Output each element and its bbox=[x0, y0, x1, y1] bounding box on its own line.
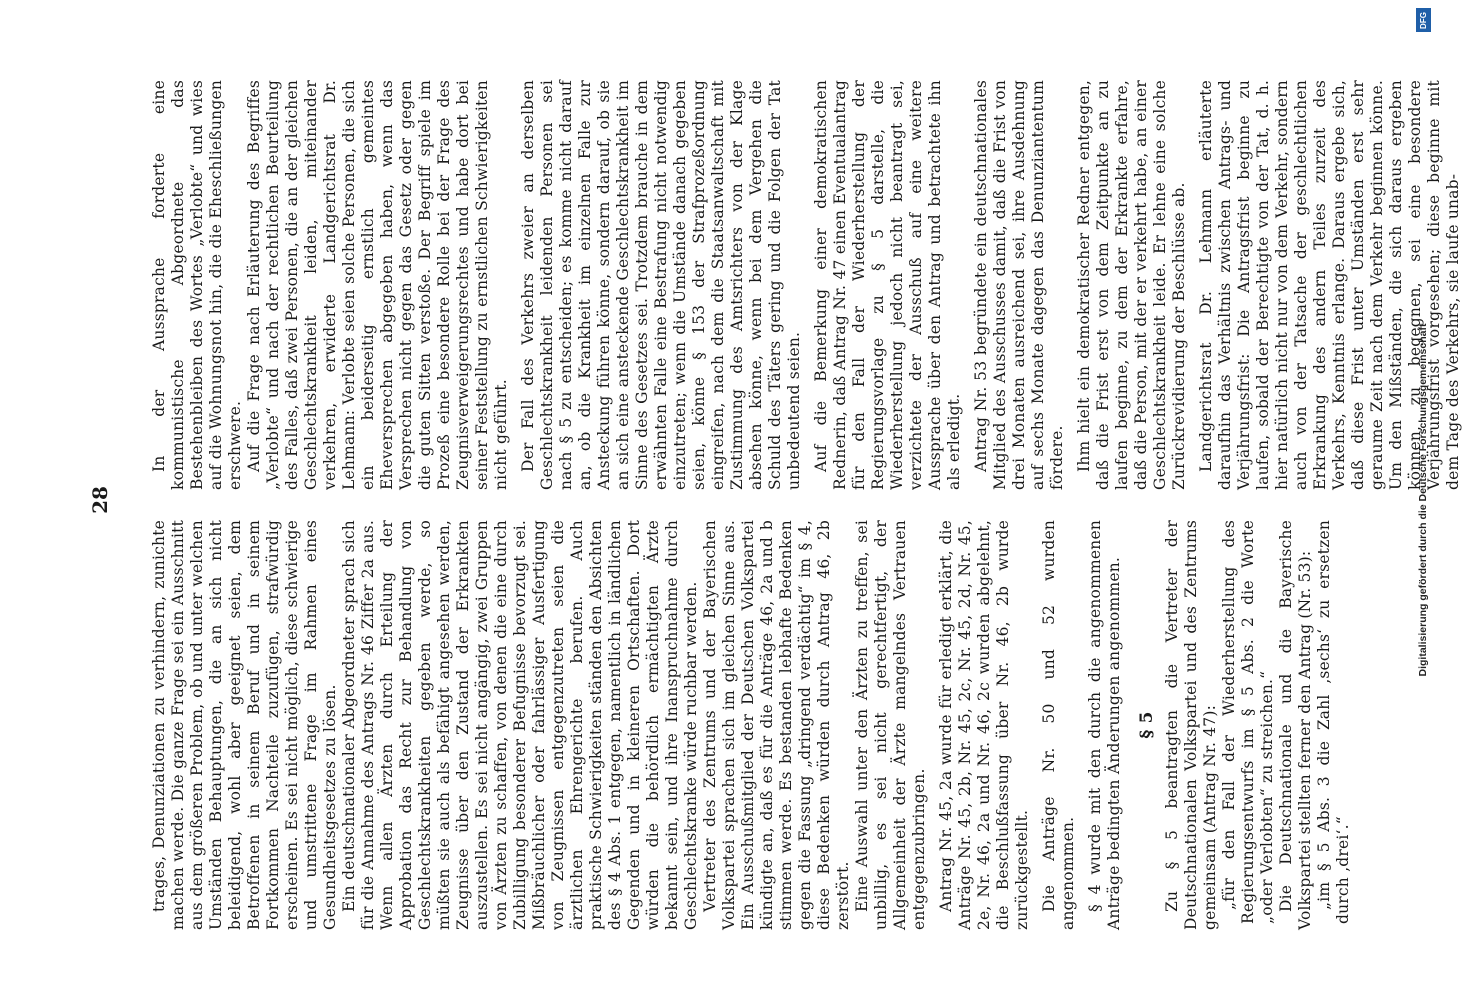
paragraph: trages, Denunziationen zu verhindern, zunichte machen werde. Die ganze Frage sei ein Ausschnitt aus dem größeren Problem, ob und unter welchen Umständen Behauptungen, die an sich nicht beleidigend, wohl aber geeignet seien, dem Betroffenen in seinem Beruf und in seinem Fortkommen Nachteile zuzufügen, strafwürdig erscheinen. Es sei nicht möglich, diese schwierige und umstrittene Frage im Rahmen eines Gesundheitsgesetzes zu lösen. bbox=[150, 520, 339, 930]
section-heading: § 5 bbox=[1137, 711, 1157, 739]
dfg-logo: DFG bbox=[1416, 8, 1431, 32]
digitization-sidebar bbox=[1412, 0, 1434, 1000]
paragraph: § 4 wurde mit den durch die angenommenen Anträge bedingten Änderungen angenommen. bbox=[1086, 520, 1123, 930]
paragraph: Auf die Bemerkung einer demokratischen Rednerin, daß Antrag Nr. 47 einen Eventualantrag für den Fall der Wiederherstellung der Regierungsvorlage zu § 5 darstelle, die Wiederherstellung jedoch nicht beantragt sei, verzichtete der Ausschuß auf eine weitere Aussprache über den Antrag und betrachtete ihn als erledigt. bbox=[812, 80, 963, 490]
paragraph: Die Deutschnationale und die Bayerische Volkspartei stellten ferner den Antrag (Nr. 53): bbox=[1277, 520, 1314, 930]
paragraph: Der Fall des Verkehrs zweier an derselben Geschlechtskrankheit leidenden Personen sei nach § 5 zu entscheiden; es komme nicht darauf an, ob die Krankheit im einzelnen Falle zur Ansteckung führen könne, sondern darauf, ob sie an sich eine ansteckende Geschlechtskrankheit im Sinne des Gesetzes sei. Trotzdem brauche in dem erwähnten Falle eine Bestrafung nicht notwendig einzutreten; wenn die Umstände danach gegeben seien, könne § 153 der Strafprozeßordnung eingreifen, nach dem die Staatsanwaltschaft mit Zustimmung des Amtsrichters von der Klage absehen könne, wenn bei dem Vergehen die Schuld des Täters gering und die Folgen der Tat unbedeutend seien. bbox=[519, 80, 803, 490]
paragraph: Vertreter des Zentrums und der Bayerischen Volkspartei sprachen sich im gleichen Sinne aus. Ein Ausschußmitglied der Deutschen Volkspartei kündigte an, daß es für die Anträge 46, 2a und b stimmen werde. Es bestanden lebhafte Bedenken gegen die Fassung „dringend verdächtig“ im § 4, diese Bedenken würden durch Antrag 46, 2b zerstört. bbox=[701, 520, 852, 930]
right-text-column bbox=[150, 80, 1462, 490]
paragraph: Die Anträge Nr. 50 und 52 wurden angenommen. bbox=[1040, 520, 1077, 930]
paragraph: Zu § 5 beantragten die Vertreter der Deutschnationalen Volkspartei und des Zentrums gemeinsam (Antrag Nr. 47): bbox=[1163, 520, 1219, 930]
paragraph: Ein deutschnationaler Abgeordneter sprach sich für die Annahme des Antrags Nr. 46 Ziffer 2a aus. Wenn allen Ärzten durch Erteilung der Approbation das Recht zur Behandlung von Geschlechtskrankheiten gegeben werde, so müßten sie auch als befähigt angesehen werden, Zeugnisse über den Zustand der Erkrankten auszustellen. Es sei nicht angängig, zwei Gruppen von Ärzten zu schaffen, von denen die eine durch Zubilligung besonderer Befugnisse bevorzugt sei. Mißbräuchlicher oder fahrlässiger Ausfertigung von Zeugnissen entgegenzutreten seien die ärztlichen Ehrengerichte berufen. Auch praktische Schwierigkeiten ständen den Absichten des § 4 Abs. 1 entgegen, namentlich in ländlichen Gegenden und in kleineren Ortschaften. Dort würden die behördlich ermächtigten Ärzte bekannt sein, und ihre Inanspruchnahme durch Geschlechtskranke würde ruchbar werden. bbox=[340, 520, 700, 930]
paragraph: Landgerichtsrat Dr. Lehmann erläuterte daraufhin das Verhältnis zwischen Antrags- und Verjährungsfrist: Die Antragsfrist beginne zu laufen, sobald der Berechtigte von der Tat, d. h. hier natürlich nicht nur von dem Verkehr, sondern auch von der Tatsache der geschlechtlichen Erkrankung des andern Teiles zurzeit des Verkehrs, Kenntnis erlange. Daraus ergebe sich, daß diese Frist unter Umständen erst sehr geraume Zeit nach dem Verkehr beginnen könne. Um den Mißständen, die sich daraus ergeben können, zu begegnen, sei eine besondere Verjährungsfrist vorgesehen; diese beginne mit dem Tage des Verkehrs, sie laufe unab- bbox=[1197, 80, 1462, 490]
page-number: 28 bbox=[88, 486, 112, 514]
paragraph: Eine Auswahl unter den Ärzten zu treffen, sei unbillig, es sei nicht gerechtfertigt, der Allgemeinheit der Ärzte mangelndes Vertrauen entgegenzubringen. bbox=[853, 520, 928, 930]
paragraph: Ihm hielt ein demokratischer Redner entgegen, daß die Frist erst von dem Zeitpunkte an zu laufen beginne, zu dem der Erkrankte erfahre, daß die Person, mit der er verkehrt habe, an einer Geschlechtskrankheit leide. Er lehne eine solche Zurückrevidierung der Beschlüsse ab. bbox=[1075, 80, 1188, 490]
paragraph: Auf die Frage nach Erläuterung des Begriffes „Verlobte“ und nach der rechtlichen Beurteilung des Falles, daß zwei Personen, die an der gleichen Geschlechtskrankheit leiden, miteinander verkehren, erwiderte Landgerichtsrat Dr. Lehmann: Verlobte seien solche Personen, die sich ein beiderseitig ernstlich gemeintes Eheversprechen abgegeben haben, wenn das Versprechen nicht gegen das Gesetz oder gegen die guten Sitten verstoße. Der Begriff spiele im Prozeß eine besondere Rolle bei der Frage des Zeugnisverweigerungsrechtes und habe dort bei seiner Feststellung zu ernstlichen Schwierigkeiten nicht geführt. bbox=[245, 80, 510, 490]
paragraph: Antrag Nr. 53 begründete ein deutschnationales Mitglied des Ausschusses damit, daß die Frist von drei Monaten ausreichend sei, ihre Ausdehnung auf sechs Monate dagegen das Denunziantentum fördere. bbox=[972, 80, 1066, 490]
digitization-note: Digitalisierung gefördert durch die Deutsche Forschungsgemeinschaft bbox=[1417, 323, 1429, 677]
quoted-motion: „für den Fall der Wiederherstellung des Regierungsentwurfs im § 5 Abs. 2 die Worte „oder Verlobten“ zu streichen.“ bbox=[1220, 520, 1276, 924]
paragraph: Antrag Nr. 45, 2a wurde für erledigt erklärt, die Anträge Nr. 45, 2b, Nr. 45, 2c, Nr. 45, 2d, Nr. 45, 2e, Nr. 46, 2a und Nr. 46, 2c wurden abgelehnt, die Beschlußfassung über Nr. 46, 2b wurde zurückgestellt. bbox=[937, 520, 1031, 930]
paragraph: In der Aussprache forderte eine kommunistische Abgeordnete das Bestehenbleiben des Wortes „Verlobte“ und wies auf die Wohnungsnot hin, die die Eheschließungen erschwere. bbox=[150, 80, 244, 490]
quoted-motion: „im § 5 Abs. 3 die Zahl ‚sechs‘ zu ersetzen durch ‚drei‘.“ bbox=[1315, 520, 1352, 924]
left-text-column bbox=[150, 520, 1352, 930]
